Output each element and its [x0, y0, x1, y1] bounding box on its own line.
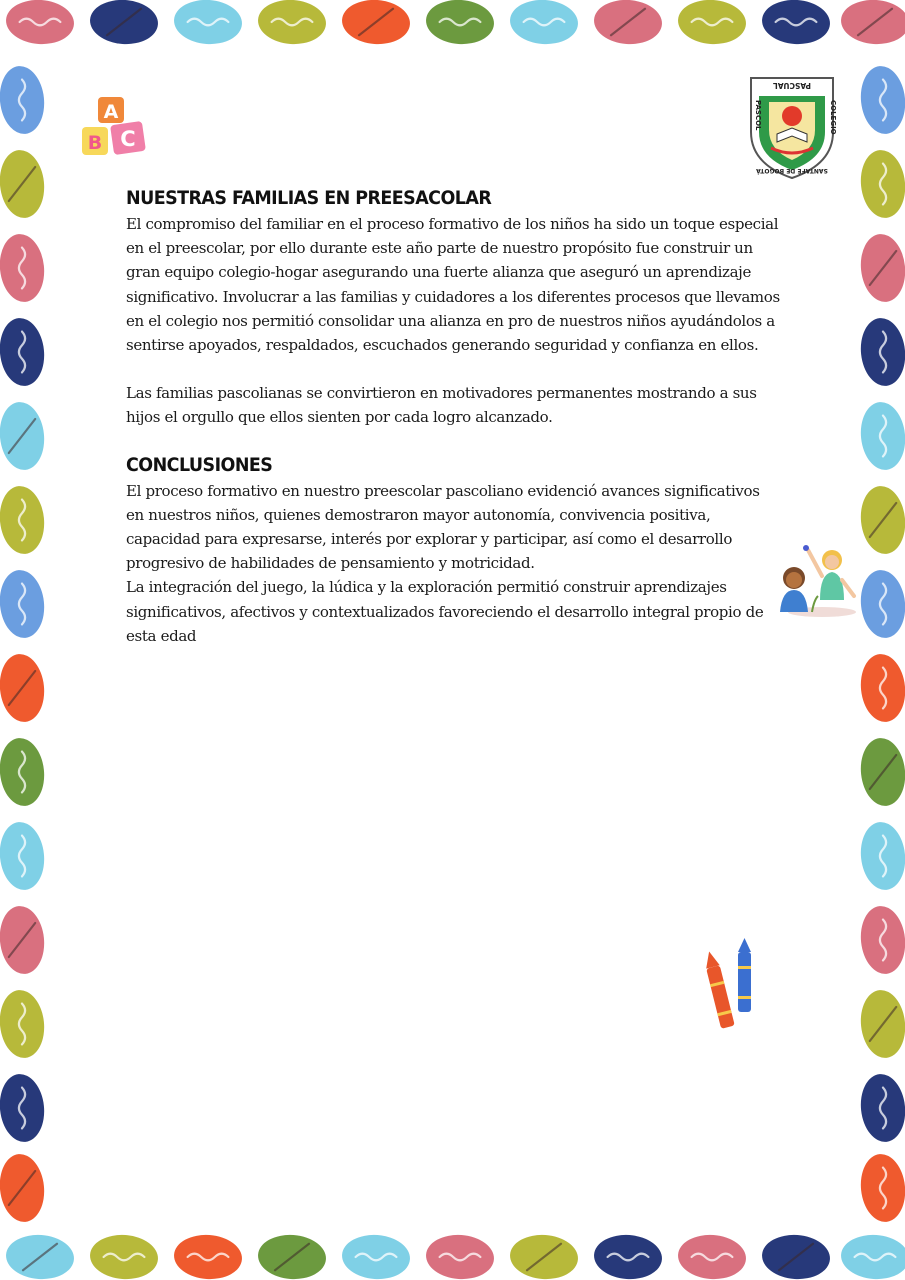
block-b-letter: B — [87, 132, 103, 154]
border-pebble — [5, 1233, 76, 1280]
familias-paragraph-1: El compromiso del familiar en el proceso formativo de los niños ha sido un toque especial en el preescolar, por ello durante este año parte de nuestro propósito fue construir un gran equipo colegio-hogar asegurando una fuerte alianza que aseguró un aprendizaje significativo. Involucrar a las familias y cuidadores a los diferentes procesos que llevamos en el colegio nos permitió consolidar una alianza en pro de nuestros niños ayudándolos a sentirse apoyados, respaldados, escuchados generando seguridad y confianza en ellos. — [126, 215, 780, 355]
crest-right-text: COLEGIO — [829, 100, 837, 135]
border-pebble — [0, 568, 47, 640]
border-pebble — [858, 484, 905, 556]
section-title-conclusiones: CONCLUSIONES — [126, 453, 273, 476]
border-pebble — [0, 400, 47, 472]
border-pebble — [89, 1233, 160, 1280]
border-pebble — [0, 316, 47, 388]
border-pebble — [858, 568, 905, 640]
border-pebble — [858, 904, 905, 976]
border-pebble — [677, 1233, 748, 1280]
section-title-familias: NUESTRAS FAMILIAS EN PREESACOLAR — [126, 187, 492, 209]
border-pebble — [858, 316, 905, 388]
border-pebble — [0, 1072, 47, 1144]
border-pebble — [858, 232, 905, 304]
border-pebble — [425, 0, 496, 46]
conclusiones-paragraph-1: El proceso formativo en nuestro preescolar pascoliano evidenció avances significativos en nuestros niños, quienes demostraron mayor autonomía, convivencia positiva, capacidad para expresarse, interés por explorar y participar, así como el desarrollo progresivo de habilidades de pensamiento y motricidad. — [126, 481, 760, 573]
border-pebble — [840, 1233, 905, 1280]
border-pebble — [858, 148, 905, 220]
school-crest-logo — [747, 72, 837, 182]
border-pebble — [0, 736, 47, 808]
border-pebble — [257, 1233, 328, 1280]
block-c-letter: C — [120, 127, 136, 151]
border-pebble — [0, 820, 47, 892]
crest-left-text: PASCOL — [754, 100, 762, 131]
abc-blocks-icon — [78, 95, 150, 167]
border-pebble — [0, 64, 47, 136]
border-pebble — [89, 0, 160, 46]
crest-top-text: PASCUAL — [773, 81, 811, 90]
border-pebble — [341, 1233, 412, 1280]
border-pebble — [858, 736, 905, 808]
crest-bottom-text: SANTAFÉ DE BOGOTÁ — [756, 167, 828, 174]
border-pebble — [257, 0, 328, 46]
border-pebble — [0, 988, 47, 1060]
kids-playing-illustration — [772, 540, 860, 620]
border-pebble — [509, 1233, 580, 1280]
border-pebble — [840, 0, 905, 46]
border-pebble — [858, 820, 905, 892]
border-pebble — [5, 0, 76, 46]
border-pebble — [0, 148, 47, 220]
border-pebble — [0, 1152, 47, 1224]
border-pebble — [509, 0, 580, 46]
border-pebble — [0, 652, 47, 724]
border-pebble — [173, 1233, 244, 1280]
border-pebble — [858, 1152, 905, 1224]
border-pebble — [341, 0, 412, 46]
familias-paragraph-2: Las familias pascolianas se convirtieron en motivadores permanentes mostrando a sus hijos el orgullo que ellos sienten por cada logro alcanzado. — [126, 384, 757, 427]
crayons-illustration — [700, 936, 762, 1036]
conclusiones-paragraph-2: La integración del juego, la lúdica y la exploración permitió construir aprendizajes significativos, afectivos y contextualizados favoreciendo el desarrollo integral propio de esta edad — [126, 578, 764, 645]
border-pebble — [677, 0, 748, 46]
border-pebble — [593, 1233, 664, 1280]
block-a-letter: A — [103, 101, 119, 123]
border-pebble — [858, 1072, 905, 1144]
border-pebble — [173, 0, 244, 46]
border-pebble — [858, 64, 905, 136]
border-pebble — [858, 652, 905, 724]
page-content — [126, 184, 781, 648]
border-pebble — [425, 1233, 496, 1280]
border-pebble — [593, 0, 664, 46]
border-pebble — [858, 400, 905, 472]
border-pebble — [858, 988, 905, 1060]
border-pebble — [761, 0, 832, 46]
border-pebble — [0, 484, 47, 556]
border-pebble — [0, 232, 47, 304]
border-pebble — [761, 1233, 832, 1280]
border-pebble — [0, 904, 47, 976]
